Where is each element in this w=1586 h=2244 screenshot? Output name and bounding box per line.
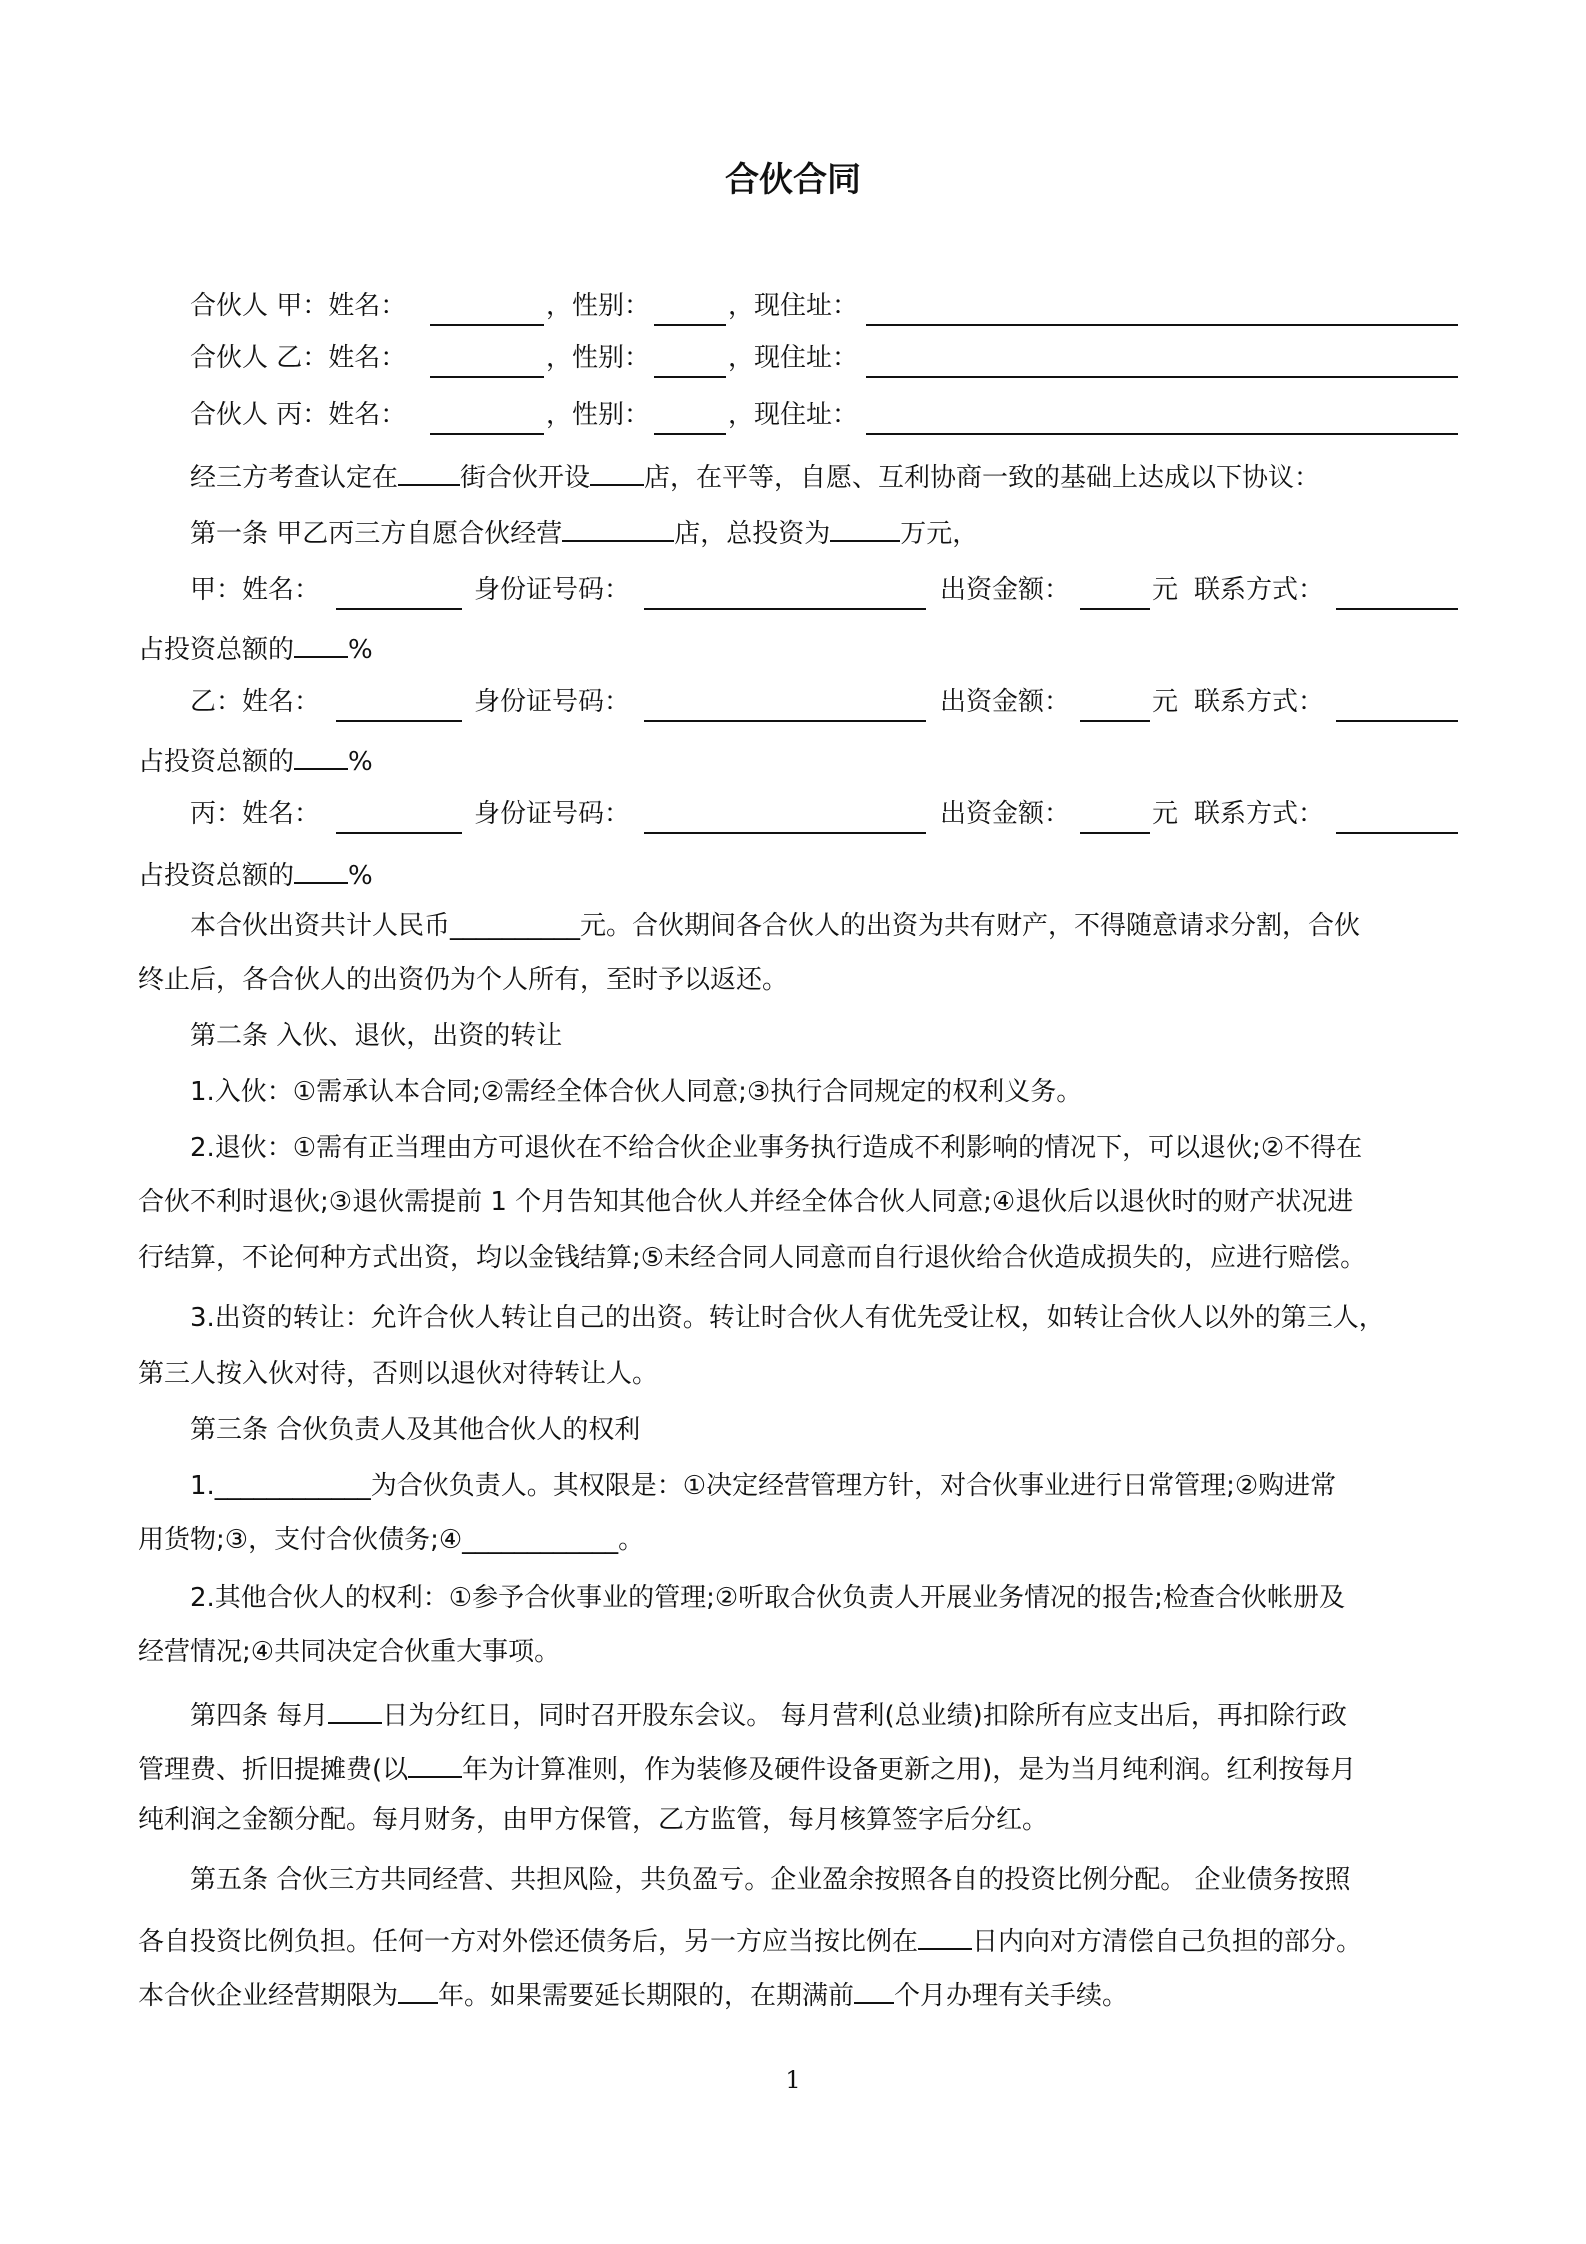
contact-blank[interactable] (1336, 608, 1458, 610)
share-line (138, 852, 373, 894)
gender-label: ，性别： (546, 291, 651, 321)
address-blank[interactable] (866, 433, 1458, 435)
total-capital-line-2: 终止后，各合伙人的出资仍为个人所有，至时予以返还。 (138, 965, 789, 995)
article-2-clause-2-line-3: 行结算，不论何种方式出资，均以金钱结算;⑤未经合同人同意而自行退伙给合伙造成损失的，应进行赔偿。 (138, 1243, 1367, 1273)
article-text: 万元， (900, 519, 979, 549)
yuan-label: 元 (1152, 799, 1179, 829)
gender-blank[interactable] (654, 376, 726, 378)
article-2-clause-2-line-2: 合伙不利时退伙;③退伙需提前 1 个月告知其他合伙人并经全体合伙人同意;④退伙后以退伙时的财产状况进 (138, 1187, 1354, 1217)
page-number: 1 (785, 2066, 801, 2094)
share-line (138, 626, 373, 668)
amount-label: 出资金额： (940, 687, 1071, 717)
gender-blank[interactable] (654, 324, 726, 326)
id-blank[interactable] (644, 720, 926, 722)
partner-label: 合伙人 甲：姓名： (190, 291, 407, 321)
gender-blank[interactable] (654, 433, 726, 435)
shop-blank[interactable] (590, 454, 644, 486)
total-capital-line-1: 本合伙出资共计人民币__________元。合伙期间各合伙人的出资为共有财产，不得随意请求分割，合伙 (190, 911, 1361, 941)
investor-name-label: 甲：姓名： (190, 575, 321, 605)
id-label: 身份证号码： (474, 575, 631, 605)
contact-label: 联系方式： (1194, 575, 1325, 605)
address-label: ，现住址： (728, 400, 859, 430)
percent-sign: % (348, 635, 373, 665)
article-text: 店，总投资为 (674, 519, 831, 549)
article-text: 日为分红日，同时召开股东会议。 每月营利(总业绩)扣除所有应支出后，再扣除行政 (382, 1701, 1347, 1731)
contact-label: 联系方式： (1194, 687, 1325, 717)
document-title: 合伙合同 (725, 160, 861, 200)
investor-name-blank[interactable] (336, 832, 462, 834)
article-text: 第一条 甲乙丙三方自愿合伙经营 (190, 519, 563, 549)
total-investment-blank[interactable] (830, 510, 900, 542)
percent-sign: % (348, 747, 373, 777)
name-blank[interactable] (430, 376, 544, 378)
article-5-line-1: 第五条 合伙三方共同经营、共担风险，共负盈亏。企业盈余按照各自的投资比例分配。 企业债务按照 (190, 1865, 1351, 1895)
id-blank[interactable] (644, 832, 926, 834)
share-blank[interactable] (294, 852, 348, 884)
article-3-clause-1-line-1: 1.____________为合伙负责人。其权限是：①决定经营管理方针，对合伙事业进行日常管理;②购进常 (190, 1471, 1337, 1501)
partner-label: 合伙人 丙：姓名： (190, 400, 407, 430)
share-label: 占投资总额的 (138, 747, 295, 777)
share-label: 占投资总额的 (138, 861, 295, 891)
id-blank[interactable] (644, 608, 926, 610)
dividend-day-blank[interactable] (328, 1692, 382, 1724)
amount-label: 出资金额： (940, 799, 1071, 829)
article-3-clause-2-line-1: 2.其他合伙人的权利：①参予合伙事业的管理;②听取合伙负责人开展业务情况的报告;检查合伙帐册及 (190, 1583, 1345, 1613)
amount-blank[interactable] (1080, 720, 1150, 722)
notice-months-blank[interactable] (854, 1972, 894, 2004)
street-blank[interactable] (398, 454, 460, 486)
article-1-heading (190, 510, 978, 552)
depreciation-years-blank[interactable] (408, 1746, 462, 1778)
share-blank[interactable] (294, 738, 348, 770)
article-text: 本合伙企业经营期限为 (138, 1981, 399, 2011)
article-text: 管理费、折旧提摊费(以 (138, 1755, 409, 1785)
term-years-blank[interactable] (398, 1972, 438, 2004)
article-text: 各自投资比例负担。任何一方对外偿还债务后，另一方应当按比例在 (138, 1927, 919, 1957)
name-blank[interactable] (430, 433, 544, 435)
amount-blank[interactable] (1080, 832, 1150, 834)
article-2-heading: 第二条 入伙、退伙，出资的转让 (190, 1021, 563, 1051)
article-text: 日内向对方清偿自己负担的部分。 (972, 1927, 1363, 1957)
article-5-line-2 (138, 1918, 1362, 1960)
article-2-clause-1: 1.入伙：①需承认本合同;②需经全体合伙人同意;③执行合同规定的权利义务。 (190, 1077, 1083, 1107)
share-label: 占投资总额的 (138, 635, 295, 665)
address-label: ，现住址： (728, 291, 859, 321)
article-4-line-2 (138, 1746, 1356, 1788)
article-text: 年。如果需要延长期限的，在期满前 (438, 1981, 855, 2011)
article-4-line-1 (190, 1692, 1347, 1734)
id-label: 身份证号码： (474, 799, 631, 829)
article-text: 个月办理有关手续。 (894, 1981, 1129, 2011)
address-blank[interactable] (866, 376, 1458, 378)
amount-blank[interactable] (1080, 608, 1150, 610)
repayment-days-blank[interactable] (918, 1918, 972, 1950)
article-3-clause-1-line-2: 用货物;③，支付合伙债务;④____________。 (138, 1525, 645, 1555)
partner-label: 合伙人 乙：姓名： (190, 343, 407, 373)
article-2-clause-2-line-1: 2.退伙：①需有正当理由方可退伙在不给合伙企业事务执行造成不利影响的情况下，可以退伙;②不得在 (190, 1133, 1363, 1163)
investor-name-blank[interactable] (336, 720, 462, 722)
shop-name-blank[interactable] (562, 510, 674, 542)
gender-label: ，性别： (546, 400, 651, 430)
intro-text: 店，在平等，自愿、互利协商一致的基础上达成以下协议： (644, 463, 1321, 493)
article-5-line-3 (138, 1972, 1128, 2014)
contact-blank[interactable] (1336, 720, 1458, 722)
article-3-clause-2-line-2: 经营情况;④共同决定合伙重大事项。 (138, 1637, 561, 1667)
address-label: ，现住址： (728, 343, 859, 373)
contact-blank[interactable] (1336, 832, 1458, 834)
amount-label: 出资金额： (940, 575, 1071, 605)
intro-text: 经三方考查认定在 (190, 463, 399, 493)
id-label: 身份证号码： (474, 687, 631, 717)
article-2-clause-3-line-1: 3.出资的转让：允许合伙人转让自己的出资。转让时合伙人有优先受让权，如转让合伙人以外的第三人， (190, 1303, 1385, 1333)
name-blank[interactable] (430, 324, 544, 326)
share-line (138, 738, 373, 780)
investor-name-label: 丙：姓名： (190, 799, 321, 829)
article-3-heading: 第三条 合伙负责人及其他合伙人的权利 (190, 1415, 641, 1445)
yuan-label: 元 (1152, 687, 1179, 717)
article-text: 第四条 每月 (190, 1701, 329, 1731)
intro-line (190, 454, 1320, 496)
article-2-clause-3-line-2: 第三人按入伙对待，否则以退伙对待转让人。 (138, 1359, 659, 1389)
intro-text: 街合伙开设 (460, 463, 591, 493)
article-4-line-3: 纯利润之金额分配。每月财务，由甲方保管，乙方监管，每月核算签字后分红。 (138, 1805, 1049, 1835)
percent-sign: % (348, 861, 373, 891)
gender-label: ，性别： (546, 343, 651, 373)
address-blank[interactable] (866, 324, 1458, 326)
contact-label: 联系方式： (1194, 799, 1325, 829)
investor-name-blank[interactable] (336, 608, 462, 610)
article-text: 年为计算准则，作为装修及硬件设备更新之用)，是为当月纯利润。红利按每月 (462, 1755, 1357, 1785)
investor-name-label: 乙：姓名： (190, 687, 321, 717)
share-blank[interactable] (294, 626, 348, 658)
yuan-label: 元 (1152, 575, 1179, 605)
